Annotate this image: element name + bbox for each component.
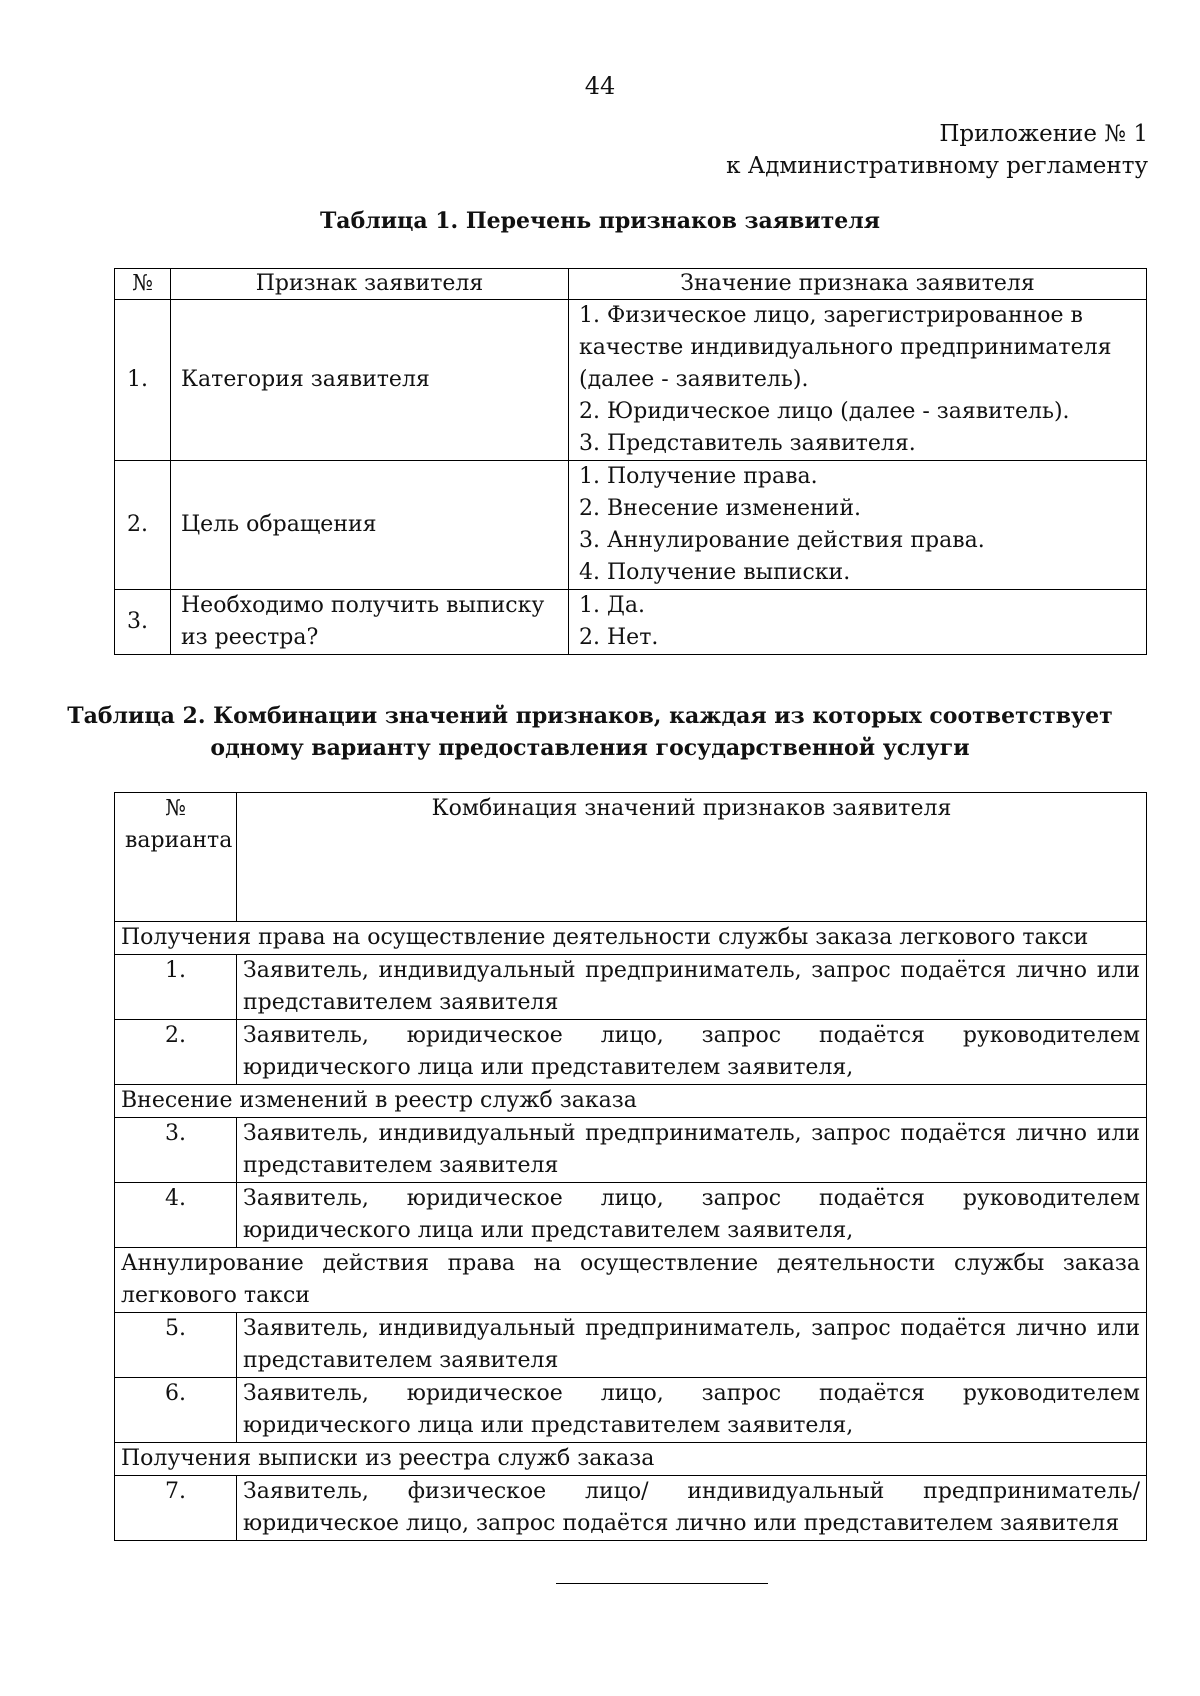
group-label: Внесение изменений в реестр служб заказа bbox=[115, 1085, 1147, 1118]
group-label: Получения права на осуществление деятельности службы заказа легкового такси bbox=[115, 922, 1147, 955]
feature-value: 3. Аннулирование действия права. bbox=[579, 528, 985, 553]
column-header-number: № bbox=[115, 269, 171, 300]
variant-number: 1. bbox=[115, 955, 237, 1020]
table-row bbox=[115, 1313, 1147, 1378]
table-header-row bbox=[115, 269, 1147, 300]
column-header-value: Значение признака заявителя bbox=[569, 269, 1147, 300]
appendix-line-2: к Административному регламенту bbox=[726, 153, 1148, 179]
row-number: 2. bbox=[115, 461, 171, 590]
group-row bbox=[115, 1085, 1147, 1118]
feature-value: 3. Представитель заявителя. bbox=[579, 431, 916, 456]
variant-combination: Заявитель, индивидуальный предприниматель, запрос подаётся лично или представителем заявителя bbox=[237, 955, 1147, 1020]
table2-title: Таблица 2. Комбинации значений признаков, каждая из которых соответствует одному варианту предоставления государственной услуги bbox=[67, 703, 1113, 761]
table-row bbox=[115, 300, 1147, 461]
appendix-reference bbox=[726, 118, 1148, 182]
table-row bbox=[115, 1476, 1147, 1541]
column-header-feature: Признак заявителя bbox=[171, 269, 569, 300]
table-header-row bbox=[115, 793, 1147, 922]
group-row bbox=[115, 1248, 1147, 1313]
feature-value: 1. Получение права. bbox=[579, 464, 818, 489]
feature-value: 2. Внесение изменений. bbox=[579, 496, 861, 521]
feature-value: 4. Получение выписки. bbox=[579, 560, 851, 585]
group-row bbox=[115, 1443, 1147, 1476]
variant-number: 6. bbox=[115, 1378, 237, 1443]
feature-value: 2. Нет. bbox=[579, 625, 659, 650]
feature-name: Необходимо получить выписку из реестра? bbox=[171, 590, 569, 655]
variant-combination: Заявитель, юридическое лицо, запрос подаётся руководителем юридического лица или представителем заявителя, bbox=[237, 1020, 1147, 1085]
footer-divider bbox=[556, 1583, 768, 1584]
variant-number: 7. bbox=[115, 1476, 237, 1541]
variant-number: 4. bbox=[115, 1183, 237, 1248]
variant-combination: Заявитель, индивидуальный предприниматель, запрос подаётся лично или представителем заявителя bbox=[237, 1118, 1147, 1183]
group-row bbox=[115, 922, 1147, 955]
feature-name: Категория заявителя bbox=[171, 300, 569, 461]
variant-combinations-table bbox=[114, 792, 1147, 1541]
feature-name: Цель обращения bbox=[171, 461, 569, 590]
variant-combination: Заявитель, физическое лицо/ индивидуальный предприниматель/ юридическое лицо, запрос подаётся лично или представителем заявителя bbox=[237, 1476, 1147, 1541]
feature-values bbox=[569, 461, 1147, 590]
variant-combination: Заявитель, юридическое лицо, запрос подаётся руководителем юридического лица или представителем заявителя, bbox=[237, 1378, 1147, 1443]
appendix-line-1: Приложение № 1 bbox=[939, 121, 1148, 147]
feature-value: 1. Да. bbox=[579, 593, 645, 618]
variant-combination: Заявитель, юридическое лицо, запрос подаётся руководителем юридического лица или представителем заявителя, bbox=[237, 1183, 1147, 1248]
variant-number: 5. bbox=[115, 1313, 237, 1378]
table-row bbox=[115, 1118, 1147, 1183]
variant-number: 2. bbox=[115, 1020, 237, 1085]
row-number: 1. bbox=[115, 300, 171, 461]
table-row bbox=[115, 1183, 1147, 1248]
column-header-variant-number: № варианта bbox=[115, 793, 237, 922]
column-header-combination: Комбинация значений признаков заявителя bbox=[237, 793, 1147, 922]
table-row bbox=[115, 461, 1147, 590]
table-row bbox=[115, 1378, 1147, 1443]
feature-values bbox=[569, 300, 1147, 461]
feature-values bbox=[569, 590, 1147, 655]
variant-number: 3. bbox=[115, 1118, 237, 1183]
page-number: 44 bbox=[584, 72, 616, 100]
table-row bbox=[115, 1020, 1147, 1085]
applicant-features-table bbox=[114, 268, 1147, 655]
group-label: Аннулирование действия права на осуществление деятельности службы заказа легкового такси bbox=[115, 1248, 1147, 1313]
feature-value: 1. Физическое лицо, зарегистрированное в качестве индивидуального предпринимателя (далее - заявитель). bbox=[579, 303, 1112, 392]
table1-title: Таблица 1. Перечень признаков заявителя bbox=[319, 208, 881, 234]
group-label: Получения выписки из реестра служб заказа bbox=[115, 1443, 1147, 1476]
table-row bbox=[115, 590, 1147, 655]
variant-combination: Заявитель, индивидуальный предприниматель, запрос подаётся лично или представителем заявителя bbox=[237, 1313, 1147, 1378]
row-number: 3. bbox=[115, 590, 171, 655]
feature-value: 2. Юридическое лицо (далее - заявитель). bbox=[579, 399, 1070, 424]
table-row bbox=[115, 955, 1147, 1020]
